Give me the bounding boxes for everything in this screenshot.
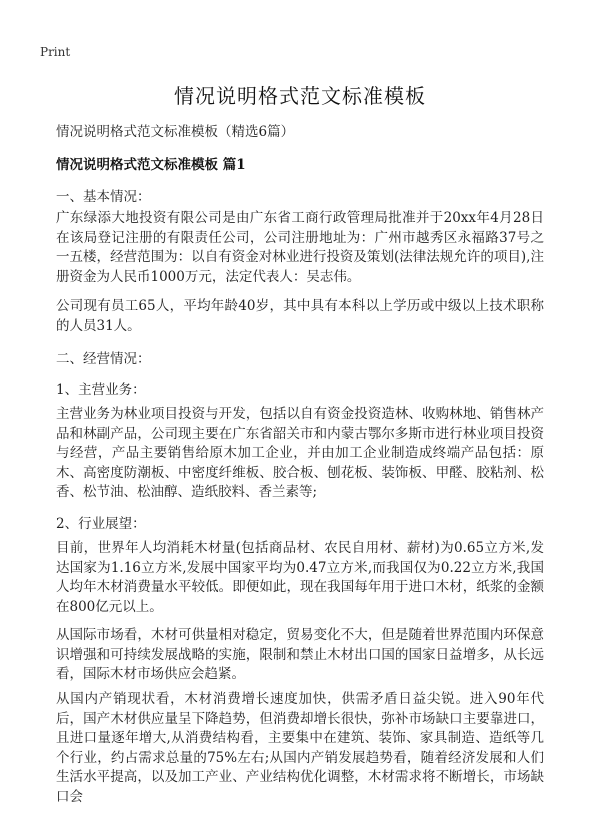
section-heading-operations: 二、经营情况： (56, 351, 151, 367)
section-heading-main-business: 1、主营业务： (56, 382, 146, 398)
section-heading-industry-outlook: 2、行业展望： (56, 516, 146, 532)
paragraph-company-info: 广东绿添大地投资有限公司是由广东省工商行政管理局批准并于20xx年4月28日在该局登记注册的有限责任公司，公司注册地址为：广州市越秀区永福路37号之一五楼，经营范围为：以自有资金对林业进行投资及策划(法律法规允许的项目),注册资金为人民币1000万元，法定代表人：吴志伟。 (56, 210, 544, 285)
paragraph-staff: 公司现有员工65人，平均年龄40岁，其中具有本科以上学历或中级以上技术职称的人员31人。 (56, 298, 544, 334)
paragraph-international-market: 从国际市场看，木材可供量相对稳定，贸易变化不大，但是随着世界范围内环保意识增强和可持续发展战略的实施，限制和禁止木材出口国的国家日益增多，从长远看，国际木材市场供应会趋紧。 (56, 627, 544, 682)
paragraph-main-business: 主营业务为林业项目投资与开发，包括以自有资金投资造林、收购林地、销售林产品和林副产品，公司现主要在广东省韶关市和内蒙古鄂尔多斯市进行林业项目投资与经营，产品主要销售给原木加工企业，并由加工企业制造成终端产品包括：原木、高密度防潮板、中密度纤维板、胶合板、刨花板、装饰板、甲醛、胶粘剂、松香、松节油、松油醇、造纸胶料、香兰素等; (56, 406, 544, 500)
print-link[interactable]: Print (40, 45, 71, 59)
paragraph-domestic-market: 从国内产销现状看，木材消费增长速度加快，供需矛盾日益尖锐。进入90年代后，国产木材供应量呈下降趋势，但消费却增长很快，弥补市场缺口主要靠进口，且进口量逐年增大,从消费结构看，主要集中在建筑、装饰、家具制造、造纸等几个行业，约占需求总量的75%左右;从国内产销发展趋势看，随着经济发展和人们生活水平提高，以及加工产业、产业结构优化调整，木材需求将不断增长，市场缺口会 (56, 691, 544, 805)
section-heading-basic-info: 一、基本情况： (56, 189, 151, 205)
page-title: 情况说明格式范文标准模板 (174, 84, 426, 108)
document-subtitle: 情况说明格式范文标准模板（精选6篇） (56, 124, 295, 140)
article-heading: 情况说明格式范文标准模板 篇1 (56, 157, 246, 173)
paragraph-world-consumption: 目前，世界年人均消耗木材量(包括商品材、农民自用材、薪材)为0.65立方米,发达国家为1.16立方米,发展中国家平均为0.47立方米,而我国仅为0.22立方米,我国人均年木材消费量水平较低。即便如此，现在我国每年用于进口木材，纸浆的金额在800亿元以上。 (56, 540, 544, 615)
